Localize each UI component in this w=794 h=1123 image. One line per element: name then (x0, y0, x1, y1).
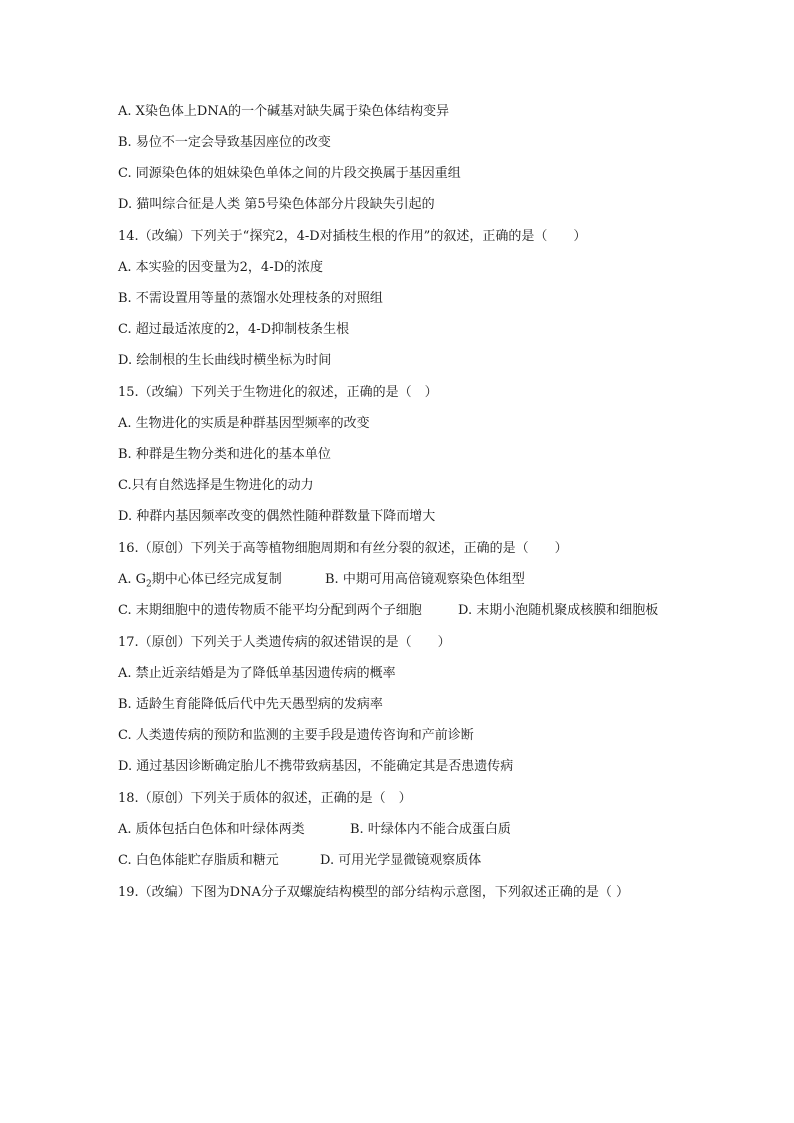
q18-option-b: B. 叶绿体内不能合成蛋白质 (350, 822, 511, 837)
q16-options-ab (118, 571, 525, 590)
q16-stem: 16.（原创）下列关于高等植物细胞周期和有丝分裂的叙述，正确的是（ ） (118, 541, 568, 556)
q18-option-c: C. 白色体能贮存脂质和糖元 (118, 853, 279, 868)
q14-option-c: C. 超过最适浓度的2，4-D抑制枝条生根 (118, 322, 350, 337)
q18-stem: 18.（原创）下列关于质体的叙述，正确的是（ ） (118, 791, 412, 806)
q13-option-d: D. 猫叫综合征是人类 第5号染色体部分片段缺失引起的 (118, 197, 435, 212)
q15-stem: 15.（改编）下列关于生物进化的叙述，正确的是（ ） (118, 385, 438, 400)
q16-option-a: A. $G_2$期中心体已经完成复制 (118, 572, 282, 590)
q13-option-a: A. X染色体上DNA的一个碱基对缺失属于染色体结构变异 (118, 104, 450, 119)
q16-option-b: B. 中期可用高倍镜观察染色体组型 (325, 572, 525, 587)
q15-option-c: C.只有自然选择是生物进化的动力 (118, 478, 314, 493)
q17-stem: 17.（原创）下列关于人类遗传病的叙述错误的是（ ） (118, 635, 451, 650)
q13-option-b: B. 易位不一定会导致基因座位的改变 (118, 135, 331, 150)
q14-option-a: A. 本实验的因变量为2，4-D的浓度 (118, 260, 324, 275)
q14-option-b: B. 不需设置用等量的蒸馏水处理枝条的对照组 (118, 291, 383, 306)
q14-option-d: D. 绘制根的生长曲线时横坐标为时间 (118, 353, 332, 368)
q17-option-c: C. 人类遗传病的预防和监测的主要手段是遗传咨询和产前诊断 (118, 728, 474, 743)
q19-stem: 19.（改编）下图为DNA分子双螺旋结构模型的部分结构示意图，下列叙述正确的是（ ） (118, 885, 629, 900)
q15-option-d: D. 种群内基因频率改变的偶然性随种群数量下降而增大 (118, 509, 436, 524)
q17-option-d: D. 通过基因诊断确定胎儿不携带致病基因，不能确定其是否患遗传病 (118, 759, 514, 774)
q14-stem: 14.（改编）下列关于“探究2，4-D对插枝生根的作用”的叙述，正确的是（ ） (118, 229, 587, 244)
q15-option-a: A. 生物进化的实质是种群基因型频率的改变 (118, 416, 370, 431)
q18-options-cd (118, 852, 482, 870)
q16-option-d: D. 末期小泡随机聚成核膜和细胞板 (458, 603, 659, 618)
q17-option-a: A. 禁止近亲结婚是为了降低单基因遗传病的概率 (118, 666, 396, 681)
q16-option-c: C. 末期细胞中的遗传物质不能平均分配到两个子细胞 (118, 603, 422, 618)
q17-option-b: B. 适龄生育能降低后代中先天愚型病的发病率 (118, 697, 383, 712)
q18-options-ab (118, 821, 511, 839)
q18-option-d: D. 可用光学显微镜观察质体 (320, 853, 482, 868)
q18-option-a: A. 质体包括白色体和叶绿体两类 (118, 822, 305, 837)
q15-option-b: B. 种群是生物分类和进化的基本单位 (118, 447, 331, 462)
q16-options-cd (118, 602, 659, 620)
q13-option-c: C. 同源染色体的姐妹染色单体之间的片段交换属于基因重组 (118, 166, 461, 181)
